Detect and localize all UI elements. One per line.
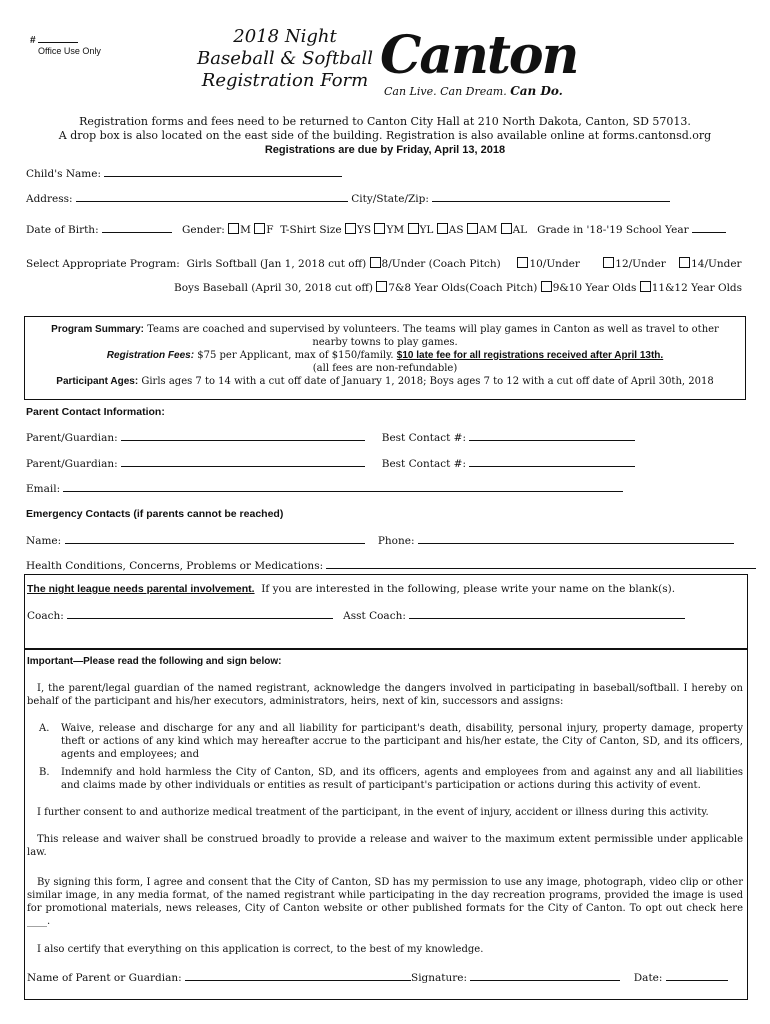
title-line2: Baseball & Softball <box>197 48 373 69</box>
late-fee: $10 late fee for all registrations received after April 13th. <box>396 350 664 361</box>
size-ym-label: YM <box>386 224 405 236</box>
gender-f-checkbox[interactable] <box>254 223 265 234</box>
item-b-marker: B. <box>39 767 50 778</box>
gender-m-checkbox[interactable] <box>228 223 239 234</box>
child-name-row <box>26 167 342 180</box>
emergency-name-label: Name: <box>26 535 62 547</box>
best-contact-field-1[interactable] <box>469 431 635 441</box>
size-ym-checkbox[interactable] <box>374 223 385 234</box>
boys-78-checkbox[interactable] <box>376 281 387 292</box>
best-contact-field-2[interactable] <box>469 457 635 467</box>
boys-910-checkbox[interactable] <box>541 281 552 292</box>
health-field[interactable] <box>326 559 756 569</box>
size-as-label: AS <box>448 224 464 236</box>
waiver-p1: I, the parent/legal guardian of the named registrant, acknowledge the dangers involved in participating in baseball/softball. I hereby on behalf of the participant and his/her executors, administrators, heirs, next of kin, successors and assigns: <box>27 683 743 707</box>
city-label: City/State/Zip: <box>351 193 429 205</box>
summary-label: Program Summary: <box>51 324 144 335</box>
program-label: Select Appropriate Program: <box>26 258 180 270</box>
signature-field[interactable] <box>470 971 620 981</box>
title-line3: Registration Form <box>201 70 369 91</box>
address-label: Address: <box>26 193 73 205</box>
asst-coach-field[interactable] <box>409 609 685 619</box>
parent-row-1 <box>26 431 635 444</box>
summary-text1: Teams are coached and supervised by volunteers. The teams will play games in Canton as well as travel to other <box>147 324 719 335</box>
program-row-boys <box>174 281 742 294</box>
date-field[interactable] <box>666 971 728 981</box>
logo-wordmark: Canton <box>380 25 578 86</box>
parent-name-field[interactable] <box>185 971 411 981</box>
asst-coach-label: Asst Coach: <box>343 610 406 622</box>
size-ys-checkbox[interactable] <box>345 223 356 234</box>
girls-10u-checkbox[interactable] <box>517 257 528 268</box>
logo-tagline-b: Can Do. <box>510 84 563 98</box>
best-contact-label: Best Contact #: <box>381 458 466 470</box>
boys-baseball-label: Boys Baseball (April 30, 2018 cut off) <box>174 282 373 294</box>
office-use-block <box>30 33 101 56</box>
contact-heading: Parent Contact Information: <box>26 406 165 418</box>
waiver-heading: Important—Please read the following and sign below: <box>27 656 282 667</box>
tshirt-label: T-Shirt Size <box>280 224 342 236</box>
boys-1112-checkbox[interactable] <box>640 281 651 292</box>
address-field[interactable] <box>76 192 348 202</box>
involvement-text <box>27 583 675 595</box>
ages-label: Participant Ages: <box>56 376 139 387</box>
involvement-desc: If you are interested in the following, please write your name on the blank(s). <box>261 583 676 595</box>
size-ys-label: YS <box>357 224 372 236</box>
girls-14u-label: 14/Under <box>691 258 742 270</box>
size-yl-checkbox[interactable] <box>408 223 419 234</box>
signature-row <box>27 971 728 985</box>
signature-label: Signature: <box>411 972 468 984</box>
parent-label: Parent/Guardian: <box>26 432 118 444</box>
office-use-label: Office Use Only <box>38 46 101 56</box>
waiver-p2: I further consent to and authorize medical treatment of the participant, in the event of injury, accident or illness during this activity. <box>37 807 709 818</box>
email-label: Email: <box>26 483 61 495</box>
emergency-phone-label: Phone: <box>377 535 415 547</box>
grade-label: Grade in '18-'19 School Year <box>537 224 689 236</box>
date-label: Date: <box>633 972 663 984</box>
item-a-text: Waive, release and discharge for any and all liability for participant's death, disability, personal injury, property damage, property theft or actions of any kind which may hereafter accrue to the participant and his/her estate, the City of Canton, SD, and its officers, agents and employees; and <box>61 723 743 760</box>
girls-12u-label: 12/Under <box>615 258 666 270</box>
size-al-checkbox[interactable] <box>501 223 512 234</box>
child-name-field[interactable] <box>104 167 342 177</box>
item-a-marker: A. <box>39 723 50 734</box>
emergency-name-field[interactable] <box>65 534 365 544</box>
girls-12u-checkbox[interactable] <box>603 257 614 268</box>
waiver-item-b <box>27 766 743 792</box>
girls-8u-checkbox[interactable] <box>370 257 381 268</box>
girls-10u-label: 10/Under <box>529 258 580 270</box>
coach-field[interactable] <box>67 609 333 619</box>
email-row <box>26 482 623 495</box>
gender-f-label: F <box>266 224 274 236</box>
fees-text: $75 per Applicant, max of $150/family. <box>197 350 394 361</box>
due-date: Registrations are due by Friday, April 13, 2018 <box>264 144 506 156</box>
coach-row <box>27 609 685 622</box>
waiver-box <box>24 648 748 1000</box>
parent-label: Parent/Guardian: <box>26 458 118 470</box>
item-b-text: Indemnify and hold harmless the City of Canton, SD, and its officers, agents and employees from and against any and all liabilities and claims made by other individuals or entities as result of participant's participation or actions during this activity of event. <box>61 767 743 791</box>
summary-text2: nearby towns to play games. <box>312 337 458 348</box>
gender-label: Gender: <box>181 224 225 236</box>
program-row-girls <box>26 257 742 270</box>
ages-text: Girls ages 7 to 14 with a cut off date of January 1, 2018; Boys ages 7 to 12 with a cut off date of April 30th, 2018 <box>141 376 714 387</box>
emergency-row <box>26 534 734 547</box>
parent-field-1[interactable] <box>121 431 365 441</box>
canton-logo <box>380 25 578 100</box>
dob-row <box>26 223 726 236</box>
emergency-phone-field[interactable] <box>418 534 734 544</box>
logo-tagline-a: Can Live. Can Dream. <box>384 85 507 98</box>
boys-1112-label: 11&12 Year Olds <box>651 282 743 294</box>
intro-line1: Registration forms and fees need to be returned to Canton City Hall at 210 North Dakota, Canton, SD 57013. <box>79 115 691 128</box>
title-line1: 2018 Night <box>233 26 337 47</box>
health-row <box>26 559 756 572</box>
emergency-heading: Emergency Contacts (if parents cannot be reached) <box>26 508 284 520</box>
form-title <box>190 26 380 92</box>
size-yl-label: YL <box>419 224 434 236</box>
office-line[interactable] <box>38 33 78 43</box>
coach-label: Coach: <box>27 610 64 622</box>
intro-line2: A drop box is also located on the east side of the building. Registration is also available online at forms.cantonsd.org <box>58 129 712 142</box>
child-name-label: Child's Name: <box>26 168 102 180</box>
involvement-heading: The night league needs parental involvement. <box>27 583 255 595</box>
girls-14u-checkbox[interactable] <box>679 257 690 268</box>
logo-tagline <box>384 84 563 98</box>
size-as-checkbox[interactable] <box>437 223 448 234</box>
address-row <box>26 192 670 205</box>
girls-8u-label: 8/Under (Coach Pitch) <box>381 258 501 270</box>
office-hash: # <box>30 35 36 46</box>
best-contact-label: Best Contact #: <box>381 432 466 444</box>
dob-field[interactable] <box>102 223 172 233</box>
city-field[interactable] <box>432 192 670 202</box>
boys-910-label: 9&10 Year Olds <box>552 282 637 294</box>
parent-row-2 <box>26 457 635 470</box>
size-am-checkbox[interactable] <box>467 223 478 234</box>
dob-label: Date of Birth: <box>26 224 99 236</box>
size-am-label: AM <box>478 224 498 236</box>
health-label: Health Conditions, Concerns, Problems or Medications: <box>26 560 324 572</box>
gender-m-label: M <box>240 224 251 236</box>
fees-label: Registration Fees: <box>106 350 195 361</box>
nonrefund-text: (all fees are non-refundable) <box>312 363 458 374</box>
email-field[interactable] <box>63 482 623 492</box>
waiver-p5: I also certify that everything on this application is correct, to the best of my knowledge. <box>37 944 484 955</box>
waiver-item-a <box>27 722 743 761</box>
waiver-p4: By signing this form, I agree and consent that the City of Canton, SD has my permission to use any image, photograph, video clip or other similar image, in any media format, of the named registrant while participating in the day recreation programs, provided the image is used for promotional materials, news releases, City of Canton website or other published formats for the City of Canton. To opt out check here ____. <box>27 877 743 927</box>
boys-78-label: 7&8 Year Olds(Coach Pitch) <box>388 282 538 294</box>
waiver-p3: This release and waiver shall be construed broadly to provide a release and waiver to the maximum extent permissible under applicable law. <box>27 834 743 858</box>
program-summary-box <box>24 316 746 400</box>
girls-softball-label: Girls Softball (Jan 1, 2018 cut off) <box>186 258 367 270</box>
involvement-box <box>24 574 748 650</box>
parent-name-label: Name of Parent or Guardian: <box>27 972 182 984</box>
size-al-label: AL <box>512 224 528 236</box>
intro <box>0 115 770 157</box>
grade-field[interactable] <box>692 223 726 233</box>
parent-field-2[interactable] <box>121 457 365 467</box>
